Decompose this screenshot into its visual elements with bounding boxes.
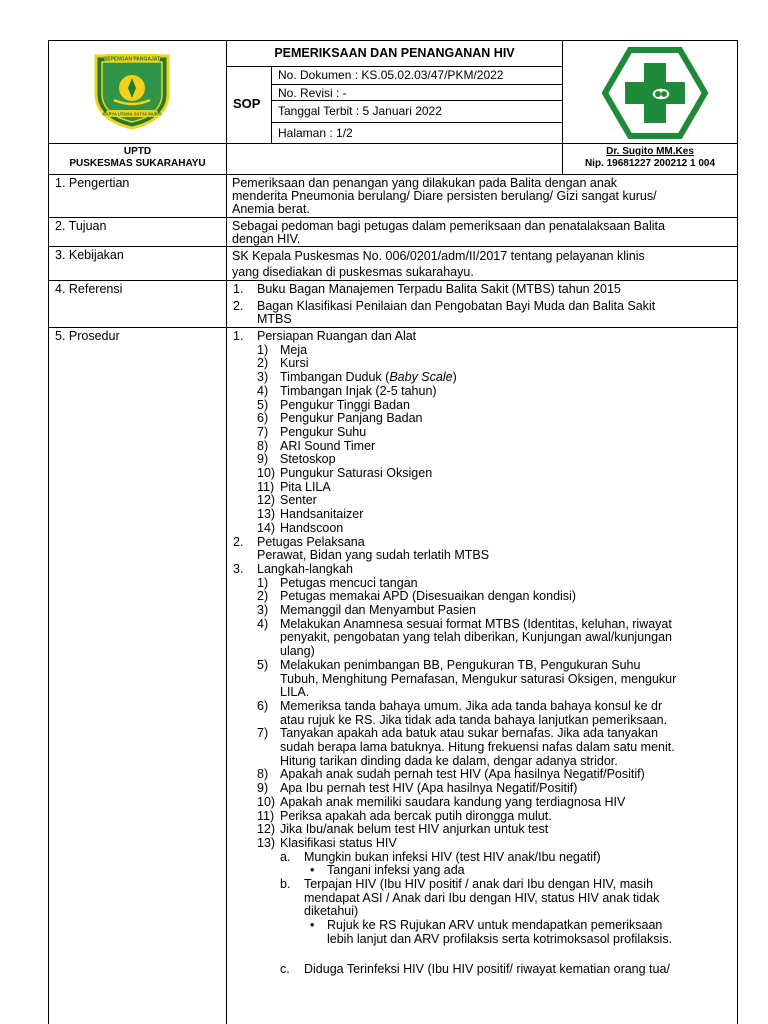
tool-number: 4) — [257, 383, 269, 398]
langkah-number: 12) — [257, 822, 276, 837]
step-title: Langkah-langkah — [257, 561, 353, 576]
emblem-bottom-text: KARYA UTAMA SATYA MURTI — [102, 111, 162, 117]
klasifikasi-letter: c. — [280, 961, 290, 976]
emblem-top-text: SEPENGAN PANGAJAT — [103, 56, 161, 63]
referensi-item: Buku Bagan Manajemen Terpadu Balita Sakit (MTBS) tahun 2015 — [257, 282, 621, 296]
tool-item: Pita LILA — [280, 479, 331, 494]
bullet-text: Rujuk ke RS Rujukan ARV untuk mendapatkan pemeriksaan — [327, 918, 663, 933]
step-number: 2. — [233, 534, 244, 549]
divider — [271, 100, 563, 101]
langkah-number: 2) — [257, 589, 269, 604]
signer-nip: Nip. 19681227 200212 1 004 — [584, 158, 716, 169]
langkah-text: Periksa apakah ada bercak putih dirongga mulut. — [280, 808, 552, 823]
langkah-text: Tubuh, Menghitung Pernafasan, Mengukur saturasi Oksigen, mengukur — [280, 671, 677, 686]
referensi-num: 1. — [233, 282, 244, 296]
kebijakan-line: SK Kepala Puskesmas No. 006/0201/adm/II/2017 tentang pelayanan klinis — [232, 249, 645, 263]
table-border-right — [737, 40, 738, 1024]
halaman: Halaman : 1/2 — [278, 126, 353, 140]
klasifikasi-text: Terpajan HIV (Ibu HIV positif / anak dari Ibu dengan HIV, masih — [304, 877, 654, 891]
langkah-number: 9) — [257, 781, 269, 796]
divider — [271, 122, 563, 123]
divider — [271, 84, 563, 85]
referensi-item: Bagan Klasifikasi Penilaian dan Pengobatan Bayi Muda dan Balita Sakit — [257, 299, 656, 313]
tanggal-terbit: Tanggal Terbit : 5 Januari 2022 — [278, 104, 442, 118]
bullet-icon: • — [310, 918, 315, 933]
divider — [48, 143, 738, 144]
tool-item-italic: Baby Scale — [389, 370, 453, 385]
bullet-text: lebih lanjut dan ARV profilaksis serta kotrimoksasol profilaksis. — [327, 931, 673, 946]
langkah-text: Apa Ibu pernah test HIV (Apa hasilnya Negatif/Positif) — [280, 781, 578, 796]
label-pengertian: 1. Pengertian — [55, 176, 130, 190]
sop-label: SOP — [233, 96, 261, 111]
tool-item: Stetoskop — [280, 452, 336, 467]
tujuan-line: dengan HIV. — [232, 232, 301, 246]
langkah-number: 10) — [257, 794, 276, 809]
tool-number: 10) — [257, 466, 276, 480]
regency-emblem-logo — [90, 48, 174, 130]
langkah-text: Petugas mencuci tangan — [280, 575, 418, 590]
referensi-item: MTBS — [257, 312, 292, 326]
divider — [226, 66, 563, 67]
tool-number: 1) — [257, 342, 269, 357]
tool-item: Pengukur Suhu — [280, 424, 367, 439]
klasifikasi-letter: b. — [280, 877, 291, 891]
tool-number: 3) — [257, 370, 269, 385]
tool-number: 12) — [257, 493, 276, 508]
tool-number: 14) — [257, 520, 276, 535]
tool-number: 13) — [257, 507, 276, 522]
table-border-left — [48, 40, 49, 1024]
tool-number: 11) — [257, 479, 275, 494]
langkah-number: 3) — [257, 603, 269, 617]
divider — [48, 174, 738, 175]
tool-item: ARI Sound Timer — [280, 438, 376, 453]
no-dokumen: No. Dokumen : KS.05.02.03/47/PKM/2022 — [278, 68, 504, 82]
klasifikasi-text: Diduga Terinfeksi HIV (Ibu HIV positif/ riwayat kematian orang tua/ — [304, 961, 670, 976]
langkah-text: Jika Ibu/anak belum test HIV anjurkan untuk test — [280, 822, 549, 837]
langkah-text: Melakukan Anamnesa sesuai format MTBS (Identitas, keluhan, riwayat — [280, 616, 672, 631]
langkah-number: 6) — [257, 698, 269, 713]
langkah-text: penyakit, pengobatan yang telah diberikan, Kunjungan awal/kunjungan — [280, 630, 672, 645]
no-revisi: No. Revisi : - — [278, 86, 347, 100]
tool-number: 6) — [257, 411, 269, 426]
uptd-label: UPTD — [123, 146, 152, 157]
label-referensi: 4. Referensi — [55, 282, 123, 296]
tujuan-line: Sebagai pedoman bagi petugas dalam pemeriksaan dan penatalaksaan Balita — [232, 219, 665, 233]
tool-number: 7) — [257, 424, 269, 439]
document-title: PEMERIKSAAN DAN PENANGANAN HIV — [274, 46, 515, 60]
tool-item: Pengukur Panjang Badan — [280, 411, 423, 426]
langkah-text: atau rujuk ke RS. Jika tidak ada tanda bahaya lanjutkan pemeriksaan. — [280, 712, 668, 727]
kebijakan-line: yang disediakan di puskesmas sukarahayu. — [232, 265, 474, 279]
table-border-top — [48, 40, 738, 41]
langkah-number: 4) — [257, 616, 269, 631]
langkah-text: LILA. — [280, 685, 310, 700]
divider — [226, 174, 227, 1024]
pengertian-line: Anemia berat. — [232, 202, 310, 216]
langkah-text: Hitung tarikan dinding dada ke dalam, dengar adanya stridor. — [280, 753, 618, 768]
langkah-text: sudah berapa lama batuknya. Hitung frekuensi nafas dalam satu menit. — [280, 740, 675, 754]
langkah-text: Melakukan penimbangan BB, Pengukuran TB, Pengukuran Suhu — [280, 657, 641, 672]
langkah-text: Apakah anak memiliki saudara kandung yang terdiagnosa HIV — [280, 794, 626, 809]
langkah-text: Memanggil dan Menyambut Pasien — [280, 603, 476, 617]
divider — [48, 327, 738, 328]
label-prosedur: 5. Prosedur — [55, 329, 120, 343]
step-text: Perawat, Bidan yang sudah terlatih MTBS — [257, 548, 490, 563]
divider — [271, 66, 272, 143]
label-tujuan: 2. Tujuan — [55, 219, 107, 233]
tool-number: 2) — [257, 356, 269, 371]
tool-item: Meja — [280, 342, 308, 357]
tool-item: Timbangan Injak (2-5 tahun) — [280, 383, 437, 398]
step-title: Persiapan Ruangan dan Alat — [257, 329, 417, 343]
tool-item: Timbangan Duduk (Baby Scale) — [280, 370, 457, 385]
step-title: Petugas Pelaksana — [257, 534, 365, 549]
klasifikasi-text: mendapat ASI / Anak dari Ibu dengan HIV, status HIV anak tidak — [304, 890, 660, 905]
langkah-number: 13) — [257, 835, 276, 850]
tool-number: 8) — [257, 438, 269, 453]
pengertian-line: Pemeriksaan dan penangan yang dilakukan pada Balita dengan anak — [232, 176, 618, 190]
langkah-text: Tanyakan apakah ada batuk atau sukar bernafas. Jika ada tanyakan — [280, 726, 659, 741]
langkah-number: 8) — [257, 767, 269, 782]
divider — [48, 280, 738, 281]
langkah-number: 5) — [257, 657, 269, 672]
langkah-text: Petugas memakai APD (Disesuaikan dengan kondisi) — [280, 589, 576, 604]
label-kebijakan: 3. Kebijakan — [55, 248, 124, 262]
tool-item: Kursi — [280, 356, 309, 371]
klasifikasi-text: Mungkin bukan infeksi HIV (test HIV anak/Ibu negatif) — [304, 849, 601, 864]
langkah-text: ulang) — [280, 644, 315, 659]
langkah-number: 7) — [257, 726, 269, 741]
tool-item: Pengukur Tinggi Badan — [280, 397, 410, 412]
langkah-text: Apakah anak sudah pernah test HIV (Apa hasilnya Negatif/Positif) — [280, 767, 645, 782]
step-number: 3. — [233, 561, 244, 576]
bullet-text: Tangani infeksi yang ada — [327, 863, 465, 878]
tool-item: Handsanitaizer — [280, 507, 364, 522]
pengertian-line: menderita Pneumonia berulang/ Diare persisten berulang/ Gizi sangat kurus/ — [232, 189, 657, 203]
divider — [226, 40, 227, 175]
tool-number: 9) — [257, 452, 269, 467]
klasifikasi-text: diketahui) — [304, 904, 359, 919]
divider — [48, 246, 738, 247]
tool-item: Senter — [280, 493, 317, 508]
tool-item: Handscoon — [280, 520, 344, 535]
tool-item: Pungukur Saturasi Oksigen — [280, 466, 433, 480]
step-number: 1. — [233, 329, 244, 343]
klasifikasi-letter: a. — [280, 849, 291, 864]
langkah-number: 11) — [257, 808, 275, 823]
bullet-icon: • — [310, 863, 315, 878]
langkah-text: Klasifikasi status HIV — [280, 835, 397, 850]
divider — [48, 217, 738, 218]
puskesmas-logo — [600, 47, 710, 139]
langkah-number: 1) — [257, 575, 269, 590]
signer-name: Dr. Sugito MM.Kes — [606, 146, 694, 157]
langkah-text: Memeriksa tanda bahaya umum. Jika ada tanda bahaya konsul ke dr — [280, 698, 663, 713]
tool-number: 5) — [257, 397, 269, 412]
referensi-num: 2. — [233, 299, 244, 313]
puskesmas-name: PUSKESMAS SUKARAHAYU — [69, 158, 206, 169]
